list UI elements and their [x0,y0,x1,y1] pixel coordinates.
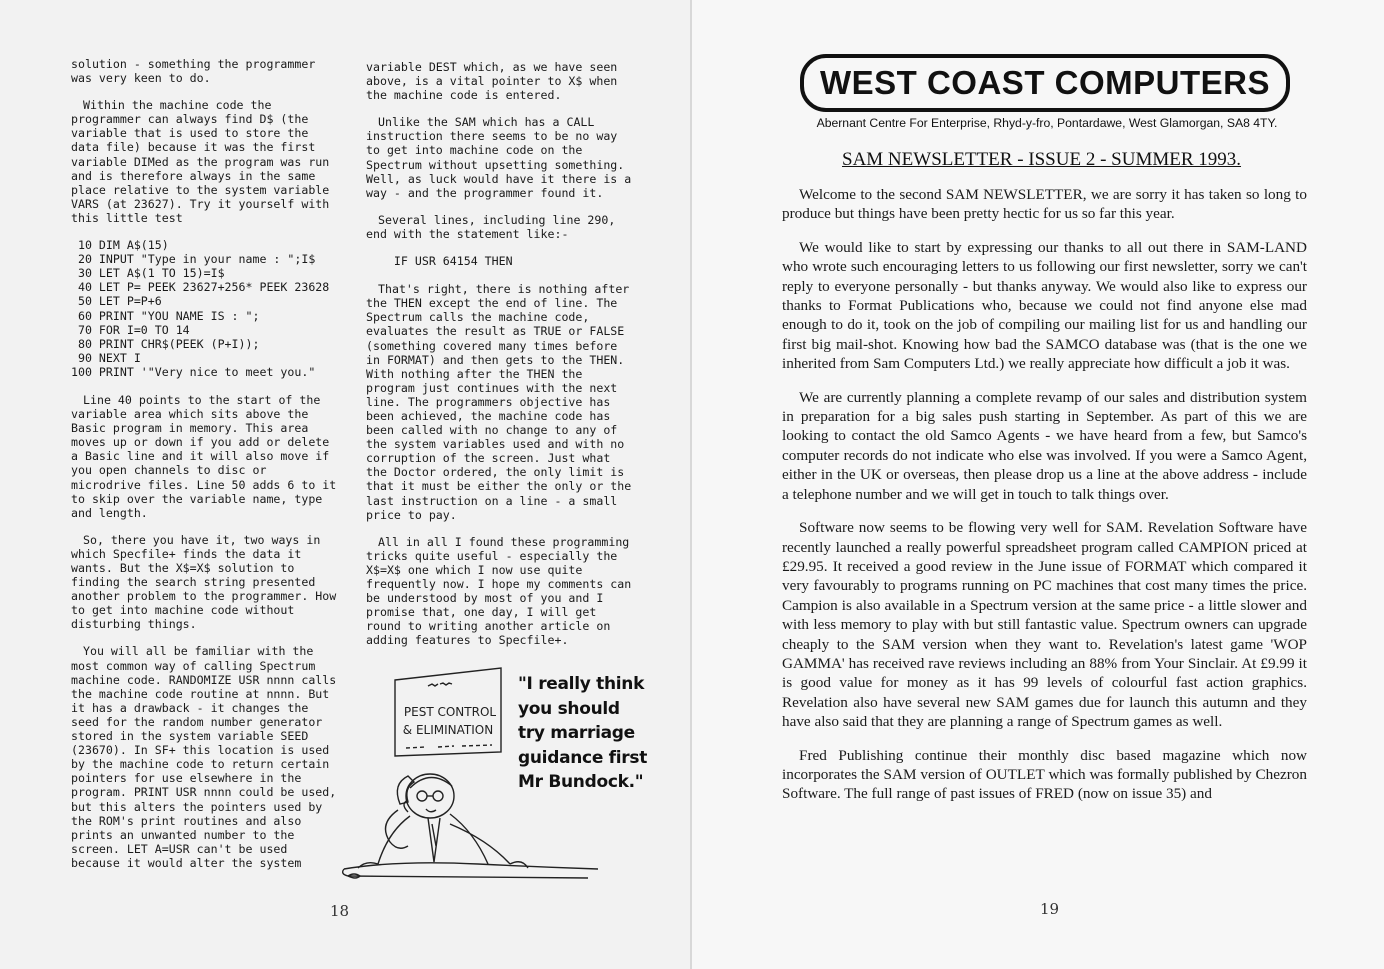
paragraph: Line 40 points to the start of the variable area which sits above the Basic program in memory. This area moves up or down if you add or delete a Basic line and it will also move if you open channels to disc or microdrive files. Line 50 adds 6 to it to skip over the variable name, type and length. [71,392,337,520]
left-page [0,0,690,969]
paragraph: Fred Publishing continue their monthly disc based magazine which now incorporates the SAM version of OUTLET which was formally published by Chezron Software. The full range of past issues of FRED (now on issue 35) and [782,746,1307,803]
newsletter-headline: SAM NEWSLETTER - ISSUE 2 - SUMMER 1993. [842,149,1242,170]
paragraph: You will all be familiar with the most common way of calling Spectrum machine code. RANDOMIZE USR nnnn calls the machine code routine at nnnn. But it has a drawback - it changes the seed for the random number generator stored in the system variable SEED (23670). In SF+ this location is used by the machine code to return certain pointers for use elsewhere in the program. PRINT USR nnnn could be used, but this alters the pointers used by the ROM's print routines and also prints an unwanted number to the screen. LET A=USR can't be used because it would alter the system [71,644,337,870]
paragraph: solution - something the programmer was very keen to do. [71,57,316,86]
paragraph: All in all I found these programming tricks quite useful - especially the X$=X$ one which I now use quite frequently now. I hope my comments can be understood by most of you and I promise that, one day, I will get round to writing another article on adding features to Specfile+. [366,534,632,648]
paragraph: We would like to start by expressing our thanks to all out there in SAM-LAND who wrote such encouraging letters to us following our first newsletter, sorry we can't reply to everyone personally - but thanks anyway. We would also like to express our thanks to Format Publications who, because we could not find anyone else mad enough to do it, took on the job of compiling our mailing list for us and handling our first big mail-shot. Knowing how bad the SAMCO database was (that is the one we inherited from Sam Computers Ltd.) we really appreciate how difficult a job it was. [782,238,1307,373]
cartoon-caption: "I really think you should try marriage guidance first Mr Bundock." [518,674,648,792]
paragraph: variable DEST which, as we have seen above, is a vital pointer to X$ when the machine code is entered. [366,60,618,103]
company-logo: WEST COAST COMPUTERS [800,54,1290,112]
paragraph: Several lines, including line 290, end with the statement like:- [366,212,616,241]
paragraph: Unlike the SAM which has a CALL instruction there seems to be no way to get into machine code on the Spectrum without upsetting something. Well, as luck would have it there is a way - and the programmer found it. [366,115,632,200]
sign-text-line2: & ELIMINATION [402,723,494,737]
left-column [71,57,341,883]
right-column [366,60,638,660]
paragraph: We are currently planning a complete revamp of our sales and distribution system in preparation for a big sales push starting in September. As part of this we are looking to contact the old Samco Agents - we have heard from a few, but Samco's computer records do not indicate who else was involved. If you were a Samco Agent, either in the UK or overseas, then please drop us a line at the above address - include a telephone number and we will get in touch to talk things over. [782,388,1307,503]
newsletter-article [782,185,1307,818]
paragraph: That's right, there is nothing after the THEN except the end of line. The Spectrum calls the machine code, evaluates the result as TRUE or FALSE (something covered many times before in FORMAT) and then gets to the THEN. With nothing after the THEN the program just continues with the next line. The programmers objective has been achieved, the machine code has been called with no change to any of the system variables used and with no corruption of the screen. Just what the Doctor ordered, the only limit is that it must be either the only or the last instruction on a line - a small price to pay. [366,282,632,522]
paragraph: Welcome to the second SAM NEWSLETTER, we are sorry it has taken so long to produce but things have been pretty hectic for us so far this year. [782,186,1307,223]
page-number: 19 [1040,900,1060,918]
paragraph: Within the machine code the programmer can always find D$ (the variable that is used to store the data file) because it was the first variable DIMed as the program was run and is therefore always in the same place relative to the system variable VARS (at 23627). Try it yourself with this little test [71,98,330,225]
paragraph: Software now seems to be flowing very well for SAM. Revelation Software have recently launched a really powerful spreadsheet program called CAMPION priced at £29.95. It received a good review in the June issue of FORMAT which compared it very favourably to programs running on PC machines that cost many times the price. Campion is also available in a Spectrum version at the same price - a little slower and with less memory to play with but still fantastic value. Spectrum owners can upgrade cheaply to the SAM version when they want to. Revelation's latest game 'WOP GAMMA' has received rave reviews including an 88% from Your Sinclair. At £9.99 it is good value for money as it has 99 levels of colourful fast action graphics. Revelation also have several new SAM games due for launch this autumn and they have also said that they are planning a range of Spectrum games as well. [782,519,1307,731]
company-address: Abernant Centre For Enterprise, Rhyd-y-fro, Pontardawe, West Glamorgan, SA8 4TY. [816,116,1278,130]
page-number: 18 [330,902,350,920]
sign-text-line1: PEST CONTROL [403,705,497,719]
paragraph: So, there you have it, two ways in which Specfile+ finds the data it wants. But the X$=X$ solution to finding the search string presented another problem to the programmer. How to get into machine code without disturbing things. [71,532,337,632]
code-statement: IF USR 64154 THEN [366,254,513,269]
basic-code-listing: 10 DIM A$(15) 20 INPUT "Type in your name : ";I$ 30 LET A$(1 TO 15)=I$ 40 LET P= PEEK 23627+256* PEEK 23628 50 LET P=P+6 60 PRINT "YOU NAME IS : "; 70 FOR I=0 TO 14 80 PRINT CHR$(PEEK (P+I)); 90 NEXT I 100 PRINT '"Very nice to meet you." [71,238,330,379]
